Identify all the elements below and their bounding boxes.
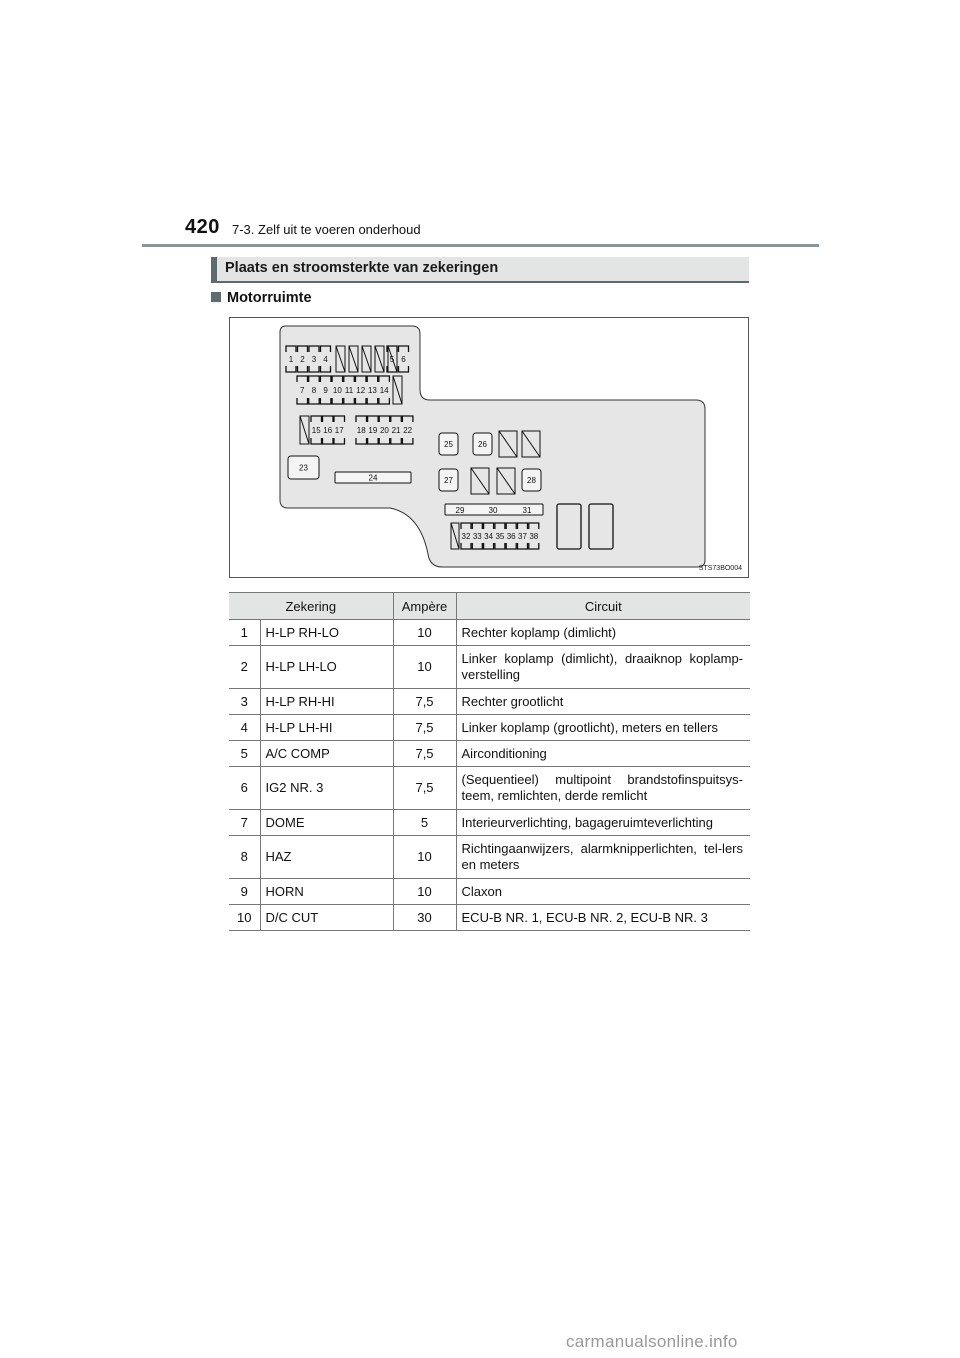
cell-ampere: 10 [393,646,456,689]
fuse-label: 33 [472,532,482,541]
table-row [229,905,750,931]
col-header-ampere: Ampère [393,593,456,620]
fuse-label: 10 [332,386,342,395]
fuse-label: 14 [379,386,389,395]
fuse-label: 30 [488,506,498,515]
cell-ampere: 10 [393,836,456,879]
cell-circuit: Linker koplamp (dimlicht), draaiknop koplamp-verstelling [456,646,750,689]
cell-ampere: 10 [393,620,456,646]
cell-circuit: Airconditioning [456,741,750,767]
fuse-label: 12 [356,386,366,395]
spare-slot [471,468,489,494]
fuse-table [229,592,750,931]
cell-circuit: Rechter koplamp (dimlicht) [456,620,750,646]
cell-fuse-name: HORN [260,879,393,905]
fuse-label: 31 [522,506,532,515]
spare-slot [349,346,358,372]
fuse-label: 32 [461,532,471,541]
spare-slot [300,416,309,444]
spare-slot [362,346,371,372]
fuse-label: 5 [389,355,395,364]
fuse-label: 34 [484,532,494,541]
cell-circuit: (Sequentieel) multipoint brandstofinspuitsys-teem, remlichten, derde remlicht [456,767,750,810]
cell-number: 2 [229,646,260,689]
cell-fuse-name: H-LP LH-LO [260,646,393,689]
table-row [229,836,750,879]
fuse-label: 20 [379,426,389,435]
fuse-label: 16 [323,426,333,435]
cell-number: 9 [229,879,260,905]
fuse-label: 15 [311,426,321,435]
cell-circuit: Richtingaanwijzers, alarmknipperlichten, tel-lers en meters [456,836,750,879]
fuse-label: 13 [367,386,377,395]
fuse-label: 11 [344,386,354,395]
spare-slot [522,431,540,457]
cell-number: 3 [229,689,260,715]
cell-ampere: 7,5 [393,715,456,741]
fuse-box-svg [230,318,750,579]
table-row [229,741,750,767]
fuse-label: 1 [288,355,294,364]
fuse-label: 29 [455,506,465,515]
cell-fuse-name: DOME [260,810,393,836]
spare-slot [375,346,384,372]
cell-fuse-name: H-LP RH-LO [260,620,393,646]
fuse-label: 36 [506,532,516,541]
fuse-label: 35 [495,532,505,541]
subheading-text: Motorruimte [227,290,312,306]
watermark: carmanualsonline.info [566,1332,738,1351]
fuse-label: 7 [300,386,305,395]
diagram-code: STS73BO004 [698,565,742,572]
fuse-label: 18 [356,426,366,435]
cell-number: 8 [229,836,260,879]
cell-fuse-name: IG2 NR. 3 [260,767,393,810]
fuse-label: 6 [401,355,406,364]
relay-left [557,504,581,549]
cell-fuse-name: H-LP LH-HI [260,715,393,741]
table-row [229,689,750,715]
page-number: 420 [185,216,220,238]
table-row [229,715,750,741]
table-row [229,810,750,836]
fuse-label: 28 [527,476,536,485]
cell-fuse-name: D/C CUT [260,905,393,931]
cell-number: 1 [229,620,260,646]
cell-circuit: Linker koplamp (grootlicht), meters en tellers [456,715,750,741]
cell-ampere: 7,5 [393,767,456,810]
cell-ampere: 10 [393,879,456,905]
fuse-label: 21 [391,426,401,435]
spare-slot [393,376,402,404]
fuse-label: 8 [311,386,317,395]
section-title: Plaats en stroomsterkte van zekeringen [225,260,499,276]
cell-fuse-name: A/C COMP [260,741,393,767]
spare-slot [336,346,345,372]
subheading [211,290,312,306]
fuse-label: 26 [478,440,487,449]
table-row [229,879,750,905]
spare-slot [499,431,517,457]
fuse-label: 9 [323,386,328,395]
fuse-label: 27 [444,476,453,485]
cell-fuse-name: H-LP RH-HI [260,689,393,715]
cell-circuit: Rechter grootlicht [456,689,750,715]
spare-slot [497,468,515,494]
header-rule [142,244,819,247]
fuse-label: 2 [300,355,305,364]
fuse-label: 3 [311,355,317,364]
fuse-label: 4 [323,355,328,364]
fuse-label: 19 [368,426,378,435]
cell-ampere: 30 [393,905,456,931]
cell-number: 7 [229,810,260,836]
cell-number: 5 [229,741,260,767]
section-heading [211,257,749,283]
cell-circuit: Claxon [456,879,750,905]
fuse-box-diagram [229,317,749,578]
square-bullet-icon [211,292,221,302]
fuse-label: 23 [299,463,308,473]
chapter-title: 7-3. Zelf uit te voeren onderhoud [232,222,421,237]
relay-right [589,504,613,549]
cell-ampere: 7,5 [393,741,456,767]
cell-number: 6 [229,767,260,810]
table-header-row [229,593,750,620]
fuse-label: 22 [403,426,413,435]
cell-number: 4 [229,715,260,741]
fuse-label: 25 [444,440,453,449]
section-marker [211,257,217,283]
fuse-label: 37 [518,532,527,541]
table-row [229,646,750,689]
col-header-circuit: Circuit [456,593,750,620]
fuse-label: 38 [529,532,539,541]
col-header-zekering: Zekering [229,593,393,620]
spare-slot [451,523,459,549]
cell-ampere: 7,5 [393,689,456,715]
cell-fuse-name: HAZ [260,836,393,879]
fuse-label: 17 [334,426,344,435]
cell-circuit: ECU-B NR. 1, ECU-B NR. 2, ECU-B NR. 3 [456,905,750,931]
fuse-label: 24 [368,473,378,483]
cell-circuit: Interieurverlichting, bagageruimteverlichting [456,810,750,836]
cell-number: 10 [229,905,260,931]
table-row [229,767,750,810]
table-row [229,620,750,646]
cell-ampere: 5 [393,810,456,836]
